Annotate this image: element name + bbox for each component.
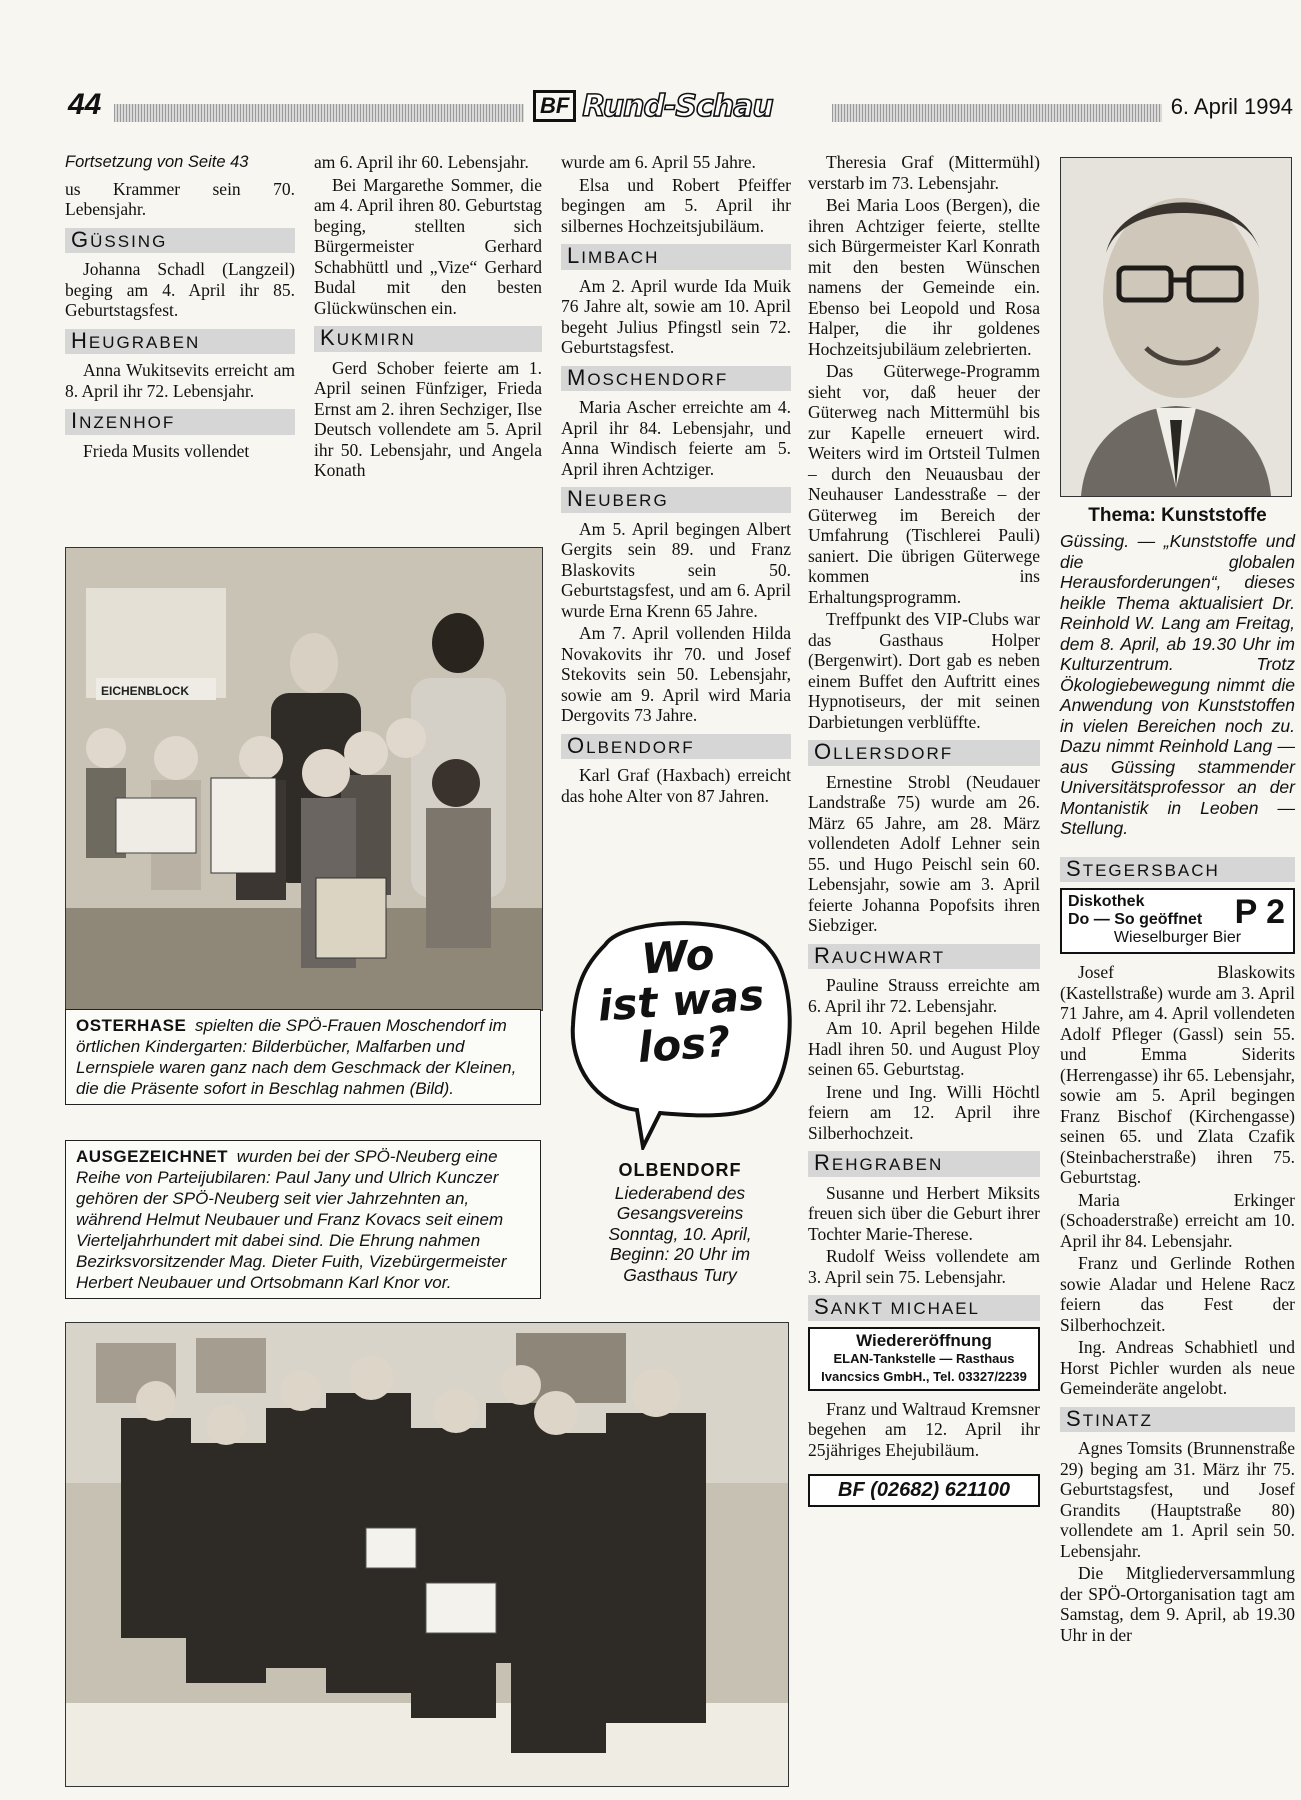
article-text: Ing. Andreas Schabhietl und Horst Pichler wurden als neue Gemeinderäte angelobt. (1060, 1337, 1295, 1398)
continuation-note: Fortsetzung von Seite 43 (65, 153, 249, 171)
event-line: Beginn: 20 Uhr im (609, 1244, 751, 1264)
event-line: Gasthaus Tury (623, 1264, 737, 1285)
ad-line: Do — So geöffnet (1068, 911, 1203, 928)
portrait-photo (1060, 157, 1292, 497)
masthead-logo (533, 88, 773, 124)
column-1 (65, 152, 295, 463)
bubble-headline (561, 927, 802, 1075)
kindergarten-photo-illustration (66, 548, 542, 1010)
logo-bf: BF (533, 90, 576, 122)
topic-title: Thema: Kunststoffe (1088, 505, 1267, 526)
article-text: Karl Graf (Haxbach) erreicht das hohe Alter von 87 Jahren. (561, 765, 791, 806)
section-heading: OLLERSDORF (808, 740, 1040, 766)
column-2 (314, 152, 542, 483)
caption-text: wurden bei der SPÖ-Neuberg eine Reihe von Parteijubilaren: Paul Jany und Ulrich Kunczer gehören der SPÖ-Neuberg seit vier Jahrzehnten an, während Helmut Neubauer und Franz Kovacs seit einem Vierteljahrhundert mit dabei sind. Die Ehrung nahmen Bezirksvorsitzender Mag. Dieter Fuith, Vizebürgermeister Herbert Neubauer und Ortsobmann Karl Knor vor. (76, 1147, 507, 1292)
article-text: Gerd Schober feierte am 1. April seinen Fünfziger, Frieda Ernst am 2. ihren Sechziger, Ilse Deutsch vollendete am 5. April ihr 50. Lebensjahr, und Angela Konath (314, 357, 542, 480)
caption-text: spielten die SPÖ-Frauen Moschendorf im örtlichen Kindergarten: Bilderbücher, Malfarben und Lernspiele waren ganz nach dem Geschmack der Kleinen, die die Präsente sofort in Beschlag nahmen (Bild). (76, 1016, 517, 1098)
disco-ad (1060, 888, 1295, 954)
topic-text: Güssing. — „Kunststoffe und die globalen Herausforderungen“, dieses heikle Thema aktualisiert Dr. Reinhold W. Lang am Freitag, dem 8. April, ab 19.30 Uhr im Kulturzentrum. Trotz Ökologiebewegung nimmt die Anwendung von Kunststoffen in vielen Bereichen noch zu. Dazu nimmt Reinhold Lang — aus Güssing stammender Universitätsprofessor an der Montanistik in Leoben — Stellung. (1060, 531, 1295, 838)
article-text: am 6. April ihr 60. Lebensjahr. (314, 152, 529, 172)
party-jubilee-photo-illustration (66, 1323, 788, 1786)
section-heading: LIMBACH (561, 244, 791, 270)
header-rule-left (114, 104, 524, 122)
event-place: OLBENDORF (618, 1160, 742, 1180)
event-line: Gesangsvereins (616, 1203, 744, 1223)
article-text: Susanne und Herbert Miksits freuen sich über die Geburt ihrer Tochter Marie-Therese. (808, 1182, 1040, 1244)
article-text: us Krammer sein 70. Lebensjahr. (65, 178, 295, 219)
section-heading: REHGRABEN (808, 1151, 1040, 1177)
article-text: Elsa und Robert Pfeiffer begingen am 5. April ihr silbernes Hochzeitsjubiläum. (561, 174, 791, 236)
section-heading: KUKMIRN (314, 326, 542, 352)
section-heading: STEGERSBACH (1060, 857, 1295, 883)
article-text: Bei Margarethe Sommer, die am 4. April ihren 80. Geburtstag beging, stellten sich Bürgermeister Gerhard Schabhüttl und „Vize“ Gerhard Budal mit den besten Glückwünschen ein. (314, 174, 542, 318)
event-listing (570, 1160, 790, 1285)
article-text: Theresia Graf (Mittermühl) verstarb im 73. Lebensjahr. (808, 152, 1040, 193)
article-text: Die Mitgliederversammlung der SPÖ-Ortorganisation tagt am Samstag, dem 9. April, ab 19.30 Uhr in der (1060, 1563, 1295, 1645)
article-text: Maria Ascher erreichte am 4. April ihr 84. Lebensjahr, und Anna Windisch feierte am 5. April ihren Achtziger. (561, 397, 791, 479)
section-heading: STINATZ (1060, 1407, 1295, 1433)
page-number: 44 (68, 88, 102, 121)
event-line: Sonntag, 10. April, (608, 1223, 752, 1244)
article-text: Am 7. April vollenden Hilda Novakovits ihr 70. und Josef Stekovits sein 50. Lebensjahr, sowie am 9. April wird Maria Dergovits 73 Jahre. (561, 623, 791, 725)
caption-lead: AUSGEZEICHNET (76, 1147, 228, 1166)
article-text: Rudolf Weiss vollendete am 3. April sein 75. Lebensjahr. (808, 1246, 1040, 1287)
article-text: Am 5. April begingen Albert Gergits sein 89. und Franz Blaskovits sein 50. Geburtstagsfest, und am 6. April wurde Erna Krenn 65 Jahre. (561, 518, 791, 621)
ad-line: Wieselburger Bier (1113, 929, 1242, 946)
article-text: Maria Erkinger (Schoaderstraße) erreicht am 10. April ihr 84. Lebensjahr. (1060, 1189, 1295, 1251)
bubble-line: ist was (596, 970, 766, 1031)
event-line: Liederabend des (614, 1182, 746, 1203)
article-text: Anna Wukitsevits erreicht am 8. April ihr 72. Lebensjahr. (65, 360, 295, 401)
ad-line: Ivancsics GmbH., Tel. 03327/2239 (821, 1368, 1027, 1384)
kindergarten-caption (65, 1009, 541, 1105)
issue-date: 6. April 1994 (1170, 94, 1293, 119)
article-text: Das Güterwege-Programm sieht vor, daß heuer der Güterweg nach Mittermühl bis zur Kapelle erneuert wird. Weiters wird im Ortsteil Tulmen – durch den Neuausbau der Neuhauser Landesstraße – der Güterweg im Bereich der Umfahrung (Tischlerei Pauli) saniert. Die übrigen Güterwege kommen ins Erhaltungsprogramm. (808, 361, 1040, 607)
honors-caption (65, 1140, 541, 1299)
article-text: Franz und Waltraud Kremsner begehen am 12. April ihr 25jähriges Ehejubiläum. (808, 1398, 1040, 1460)
article-text: Agnes Tomsits (Brunnenstraße 29) beging am 31. März ihr 75. Geburtstagsfest, und Josef Grandits (Hauptstraße 80) vollendete am 1. April sein 50. Lebensjahr. (1060, 1438, 1295, 1561)
column-5 (1060, 505, 1295, 1647)
logo-title: Rund-Schau (582, 88, 773, 124)
section-heading: INZENHOF (65, 409, 295, 435)
portrait-illustration (1061, 158, 1291, 496)
column-4 (808, 152, 1040, 1507)
article-text: Irene und Ing. Willi Höchtl feiern am 12. April ihre Silberhochzeit. (808, 1081, 1040, 1143)
header-rule-right (832, 104, 1162, 122)
bubble-line: Wo (639, 929, 716, 984)
kindergarten-photo (65, 547, 543, 1011)
bubble-line: los? (636, 1016, 732, 1073)
article-text: Pauline Strauss erreichte am 6. April ihr 72. Lebensjahr. (808, 975, 1040, 1016)
article-text: Bei Maria Loos (Bergen), die ihren Achtziger feierte, stellte sich Bürgermeister Karl Konrath mit den besten Wünschen namens der Gemeinde ein. Ebenso bei Leopold und Rosa Halper, die ihr goldenes Hochzeitsjubiläum zelebrierten. (808, 195, 1040, 359)
section-heading: HEUGRABEN (65, 329, 295, 355)
article-text: Am 2. April wurde Ida Muik 76 Jahre alt, sowie am 10. April begeht Julius Pfingstl sein 72. Geburtstagsfest. (561, 275, 791, 357)
section-heading: OLBENDORF (561, 734, 791, 760)
caption-lead: OSTERHASE (76, 1016, 187, 1035)
ad-line: Diskothek (1068, 893, 1145, 910)
article-text: Am 10. April begehen Hilde Hadl ihren 50. und August Ploy seinen 65. Geburtstag. (808, 1018, 1040, 1079)
article-text: Treffpunkt des VIP-Clubs war das Gasthaus Holper (Bergenwirt). Dort gab es neben einem Buffet den Auftritt eines Hypnotiseurs, der mit seinen Darbietungen verblüffte. (808, 609, 1040, 732)
article-text: Frieda Musits vollendet (83, 440, 250, 461)
ad-title: Wiedereröffnung (856, 1330, 992, 1350)
article-text: Ernestine Strobl (Neudauer Landstraße 75) wurde am 26. März 65 Jahre, am 28. März vollendeten Adolf Lehner sein 55. und Hugo Peischl sein 60. Lebensjahr, sowie am 3. April feierte Johanna Popofsits ihren Siebziger. (808, 771, 1040, 935)
section-heading: NEUBERG (561, 487, 791, 513)
column-3 (561, 152, 791, 808)
section-heading: RAUCHWART (808, 944, 1040, 970)
article-text: Franz und Gerlinde Rothen sowie Aladar und Helene Racz feiern das Fest der Silberhochzeit. (1060, 1253, 1295, 1335)
article-text: Johanna Schadl (Langzeil) beging am 4. April ihr 85. Geburtstagsfest. (65, 259, 295, 320)
phone-ad: BF (02682) 621100 (808, 1474, 1040, 1507)
section-heading: MOSCHENDORF (561, 366, 791, 392)
photo-sign-text: EICHENBLOCK (101, 684, 190, 698)
events-speech-bubble (565, 915, 797, 1150)
gas-station-ad (808, 1327, 1040, 1391)
article-text: wurde am 6. April 55 Jahre. (561, 152, 756, 172)
section-heading: SANKT MICHAEL (808, 1295, 1040, 1321)
section-heading: GÜSSING (65, 228, 295, 254)
party-jubilee-photo (65, 1322, 789, 1787)
ad-logo-p2: P 2 (1234, 893, 1285, 931)
ad-line: ELAN-Tankstelle — Rasthaus (833, 1350, 1015, 1366)
article-text: Josef Blaskowits (Kastellstraße) wurde am 3. April 71 Jahre, am 4. April vollendeten Adolf Pfleger (Gassl) sein 55. und Emma Siderits (Herrengasse) ihr 65. Lebensjahr, sowie am 5. April begingen Franz Bischof (Kirchengasse) seinen 65. und Zlata Czafik (Steinbacherstraße) ihren 75. Geburtstag. (1060, 962, 1295, 1187)
